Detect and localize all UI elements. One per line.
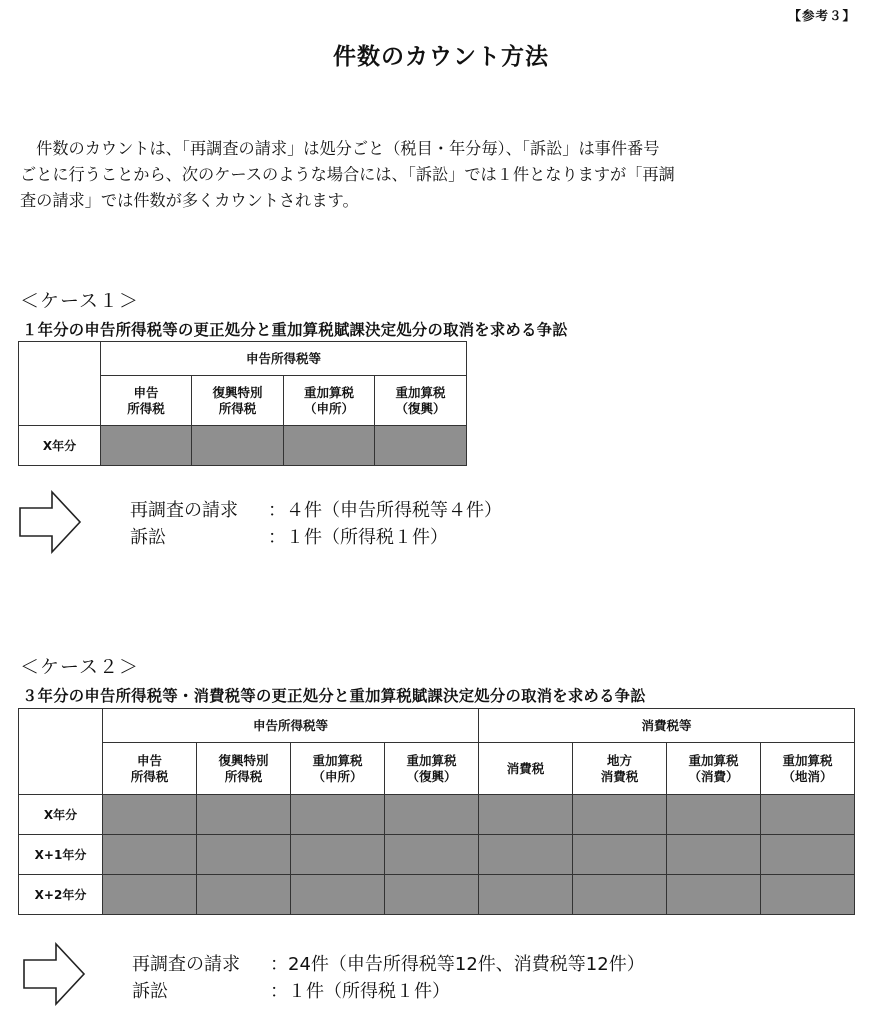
shaded-cell [573, 795, 667, 835]
column-header: 消費税 [479, 743, 573, 795]
case2-table [18, 708, 855, 915]
shaded-cell [385, 835, 479, 875]
shaded-cell [103, 875, 197, 915]
case1-description: １年分の申告所得税等の更正処分と重加算税賦課決定処分の取消を求める争訟 [22, 321, 568, 339]
case1-heading: ＜ケース１＞ [20, 290, 140, 312]
shaded-cell [385, 795, 479, 835]
corner-cell [19, 342, 101, 426]
shaded-cell [197, 875, 291, 915]
shaded-cell [479, 835, 573, 875]
column-header: 重加算税 （消費） [667, 743, 761, 795]
intro-line: 件数のカウントは、「再調査の請求」は処分ごと（税目・年分毎）、「訴訟」は事件番号 [20, 139, 660, 158]
shaded-cell [479, 795, 573, 835]
row-label: X+2年分 [19, 875, 103, 915]
case2-result [132, 951, 645, 1005]
shaded-cell [197, 835, 291, 875]
column-header: 地方 消費税 [573, 743, 667, 795]
intro-line: 査の請求」では件数が多くカウントされます。 [20, 191, 359, 210]
document-title: 件数のカウント方法 [333, 44, 549, 70]
shaded-cell [375, 426, 467, 466]
column-header: 申告 所得税 [103, 743, 197, 795]
column-header: 重加算税 （申所） [284, 376, 375, 426]
intro-line: ごとに行うことから、次のケースのような場合には、「訴訟」では１件となりますが「再調 [20, 165, 675, 184]
shaded-cell [192, 426, 284, 466]
row-label: X年分 [19, 426, 101, 466]
shaded-cell [291, 795, 385, 835]
group-header: 消費税等 [479, 709, 855, 743]
shaded-cell [573, 835, 667, 875]
intro-paragraph [20, 136, 866, 214]
group-header: 申告所得税等 [101, 342, 467, 376]
column-header: 復興特別 所得税 [192, 376, 284, 426]
shaded-cell [103, 835, 197, 875]
case2-description: ３年分の申告所得税等・消費税等の更正処分と重加算税賦課決定処分の取消を求める争訟 [22, 687, 646, 705]
case2-heading: ＜ケース２＞ [20, 656, 140, 678]
row-label: X年分 [19, 795, 103, 835]
shaded-cell [479, 875, 573, 915]
shaded-cell [103, 795, 197, 835]
shaded-cell [385, 875, 479, 915]
lawsuit-count: 訴訟 ： １件（所得税１件） [132, 981, 450, 1002]
reinvestigation-count: 再調査の請求 ： ４件（申告所得税等４件） [130, 500, 502, 521]
shaded-cell [667, 835, 761, 875]
reinvestigation-count: 再調査の請求 ： 24件（申告所得税等12件、消費税等12件） [132, 954, 645, 975]
column-header: 重加算税 （復興） [385, 743, 479, 795]
row-label: X+1年分 [19, 835, 103, 875]
shaded-cell [573, 875, 667, 915]
shaded-cell [291, 875, 385, 915]
shaded-cell [761, 795, 855, 835]
shaded-cell [101, 426, 192, 466]
shaded-cell [761, 875, 855, 915]
column-header: 重加算税 （復興） [375, 376, 467, 426]
shaded-cell [291, 835, 385, 875]
shaded-cell [284, 426, 375, 466]
shaded-cell [761, 835, 855, 875]
case1-table [18, 341, 467, 466]
shaded-cell [197, 795, 291, 835]
right-arrow-icon [18, 490, 82, 554]
corner-cell [19, 709, 103, 795]
column-header: 復興特別 所得税 [197, 743, 291, 795]
right-arrow-icon [22, 942, 86, 1006]
shaded-cell [667, 875, 761, 915]
shaded-cell [667, 795, 761, 835]
case1-result [130, 497, 502, 551]
lawsuit-count: 訴訟 ： １件（所得税１件） [130, 527, 448, 548]
column-header: 申告 所得税 [101, 376, 192, 426]
column-header: 重加算税 （地消） [761, 743, 855, 795]
column-header: 重加算税 （申所） [291, 743, 385, 795]
group-header: 申告所得税等 [103, 709, 479, 743]
reference-tag: 【参考３】 [788, 8, 856, 23]
